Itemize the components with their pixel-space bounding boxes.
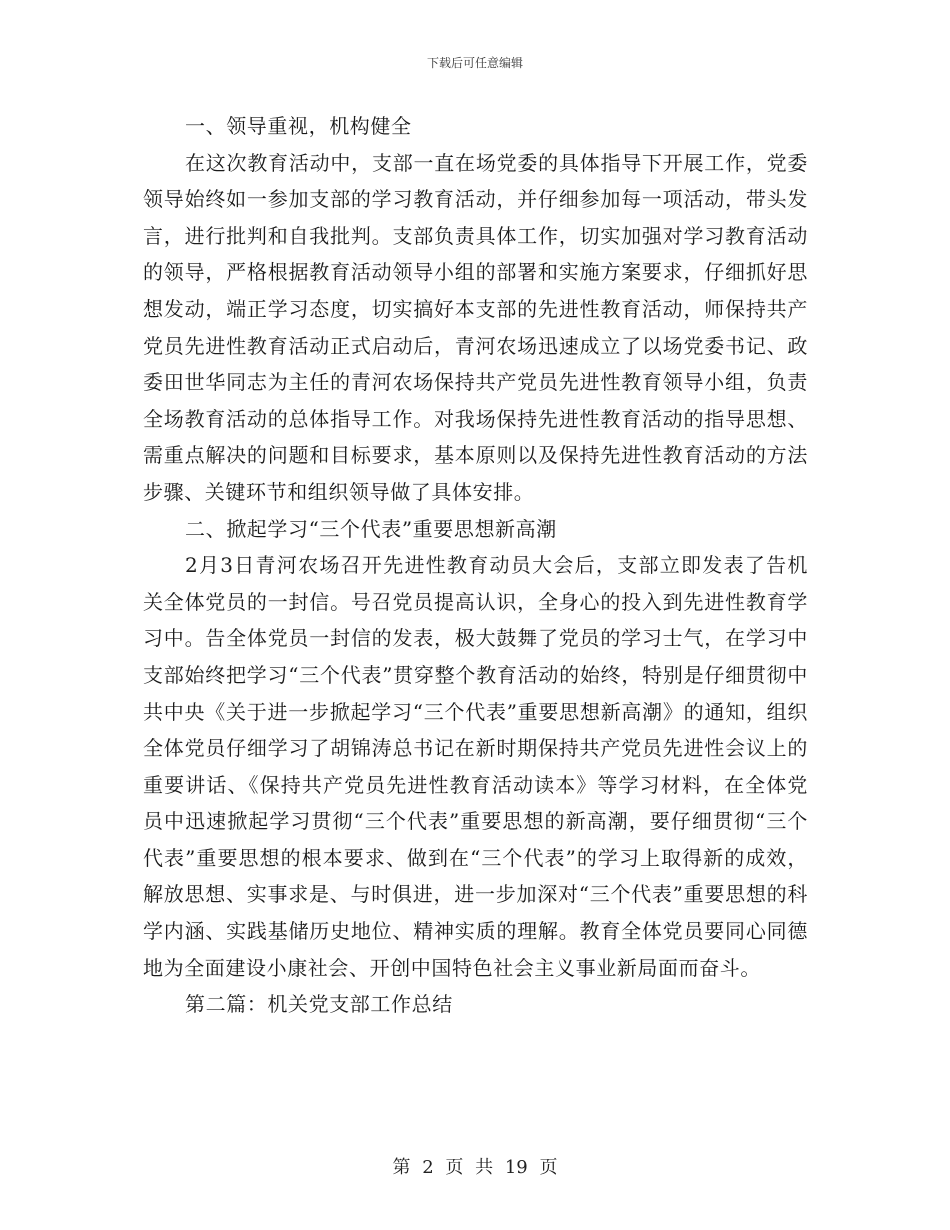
section-heading-1: 一、领导重视，机构健全 (185, 114, 412, 138)
section-heading-2: 二、掀起学习“三个代表”重要思想新高潮 (185, 516, 557, 541)
page-footer: 第 2 页 共 19 页 (392, 1157, 558, 1178)
section-heading-3: 第二篇：机关党支部工作总结 (185, 992, 453, 1017)
section-paragraph-2: 2月3日青河农场召开先进性教育动员大会后，支部立即发表了告机关全体党员的一封信。号召党员提高认识，全身心的投入到先进性教育学习中。告全体党员一封信的发表，极大鼓舞了党员的学习士气，在学习中支部始终把学习“三个代表”贯穿整个教育活动的始终，特别是仔细贯彻中共中央《关于进一步掀起学习“三个代表”重要思想新高潮》的通知，组织全体党员仔细学习了胡锦涛总书记在新时期保持共产党员先进性会议上的重要讲话、《保持共产党员先进性教育活动读本》等学习材料，在全体党员中迅速掀起学习贯彻“三个代表”重要思想的新高潮，要仔细贯彻“三个代表”重要思想的根本要求、做到在“三个代表”的学习上取得新的成效，解放思想、实事求是、与时俱进，进一步加深对“三个代表”重要思想的科学内涵、实践基储历史地位、精神实质的理解。教育全体党员要同心同德地为全面建设小康社会、开创中国特色社会主义事业新局面而奋斗。 (143, 553, 808, 980)
document-body (143, 108, 808, 1023)
section-paragraph-1: 在这次教育活动中，支部一直在场党委的具体指导下开展工作，党委领导始终如一参加支部的学习教育活动，并仔细参加每一项活动，带头发言，进行批判和自我批判。支部负责具体工作，切实加强对学习教育活动的领导，严格根据教育活动领导小组的部署和实施方案要求，仔细抓好思想发动，端正学习态度，切实搞好本支部的先进性教育活动，师保持共产党员先进性教育活动正式启动后，青河农场迅速成立了以场党委书记、政委田世华同志为主任的青河农场保持共产党员先进性教育领导小组，负责全场教育活动的总体指导工作。对我场保持先进性教育活动的指导思想、需重点解决的问题和目标要求，基本原则以及保持先进性教育活动的方法步骤、关键环节和组织领导做了具体安排。 (143, 150, 808, 504)
page-header: 下载后可任意编辑 (426, 56, 523, 70)
